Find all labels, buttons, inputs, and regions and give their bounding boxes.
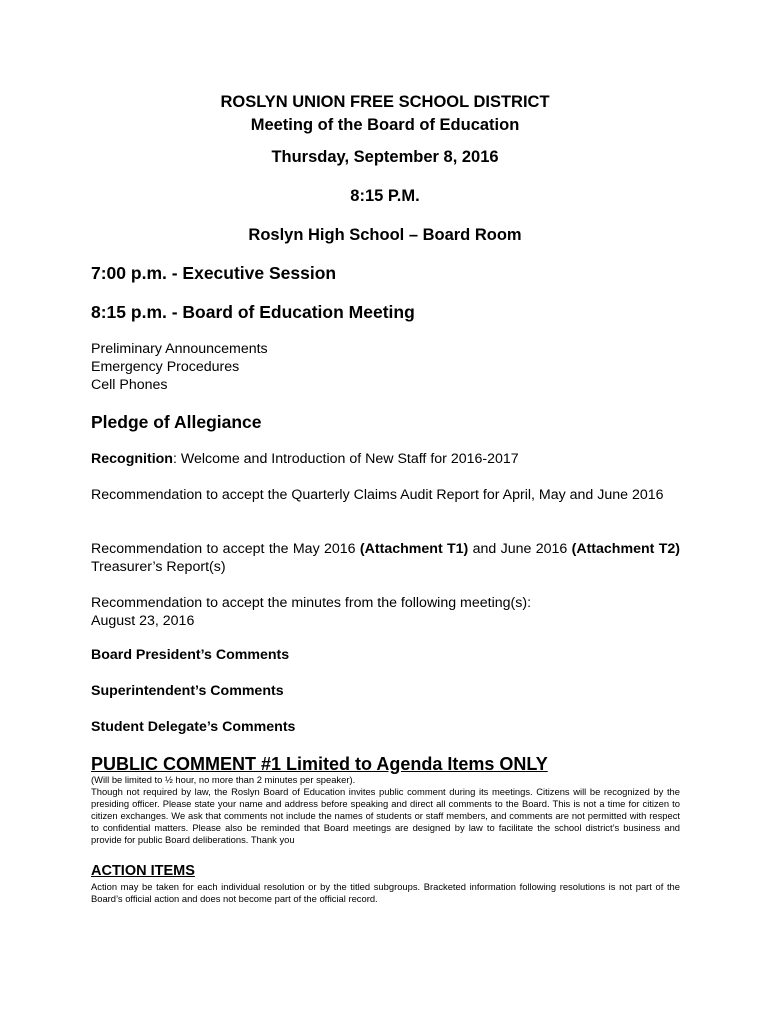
superintendent-comments: Superintendent’s Comments (91, 683, 284, 699)
minutes-date: August 23, 2016 (91, 613, 195, 629)
recognition-text: : Welcome and Introduction of New Staff for 2016-2017 (172, 451, 519, 467)
claims-audit-recommendation: Recommendation to accept the Quarterly Claims Audit Report for April, May and June 2016 (91, 487, 664, 503)
recognition-line (91, 450, 680, 468)
preliminary-item: Emergency Procedures (91, 359, 240, 375)
public-comment-heading: PUBLIC COMMENT #1 Limited to Agenda Items ONLY (91, 754, 548, 774)
preliminary-item: Cell Phones (91, 377, 168, 393)
meeting-time: 8:15 P.M. (350, 187, 420, 205)
attachment-t1: (Attachment T1) (359, 541, 469, 557)
public-comment-limit: (Will be limited to ½ hour, no more than 2 minutes per speaker). (91, 774, 356, 785)
preliminary-list (91, 340, 680, 394)
executive-session-heading: 7:00 p.m. - Executive Session (91, 263, 337, 283)
treasurer-recommendation: Recommendation to accept the May 2016 (Attachment T1) and June 2016 (Attachment T2) Treasurer’s Report(s) (91, 541, 680, 575)
recognition-label: Recognition (91, 451, 173, 467)
minutes-recommendation (91, 594, 680, 630)
board-meeting-heading: 8:15 p.m. - Board of Education Meeting (91, 302, 415, 322)
preliminary-item: Preliminary Announcements (91, 341, 268, 357)
meeting-title: Meeting of the Board of Education (250, 116, 520, 134)
pledge-heading: Pledge of Allegiance (91, 412, 262, 432)
meeting-location: Roslyn High School – Board Room (248, 226, 522, 244)
attachment-t2: (Attachment T2) (571, 541, 680, 557)
public-comment-text: Though not required by law, the Roslyn Board of Education invites public comment during its meetings. Citizens will be recognized by the presiding officer. Please state your name and address before speaking and direct all comments to the Board. This is not a time for citizen to citizen exchanges. We ask that comments not include the names of students or staff members, and comments are not permitted with respect to confidential matters. Please also be reminded that Board meetings are designed by law to facilitate the school district’s business and provide for public Board deliberations. Thank you (91, 786, 680, 845)
student-delegate-comments: Student Delegate’s Comments (91, 719, 296, 735)
minutes-text: Recommendation to accept the minutes from the following meeting(s): (91, 595, 532, 611)
district-title: ROSLYN UNION FREE SCHOOL DISTRICT (220, 93, 550, 111)
action-items-text: Action may be taken for each individual resolution or by the titled subgroups. Bracketed information following resolutions is not part of the Board’s official action and does not become part of the official record. (91, 881, 680, 904)
board-president-comments: Board President’s Comments (91, 647, 290, 663)
action-items-heading: ACTION ITEMS (91, 863, 195, 879)
meeting-date: Thursday, September 8, 2016 (271, 148, 499, 166)
